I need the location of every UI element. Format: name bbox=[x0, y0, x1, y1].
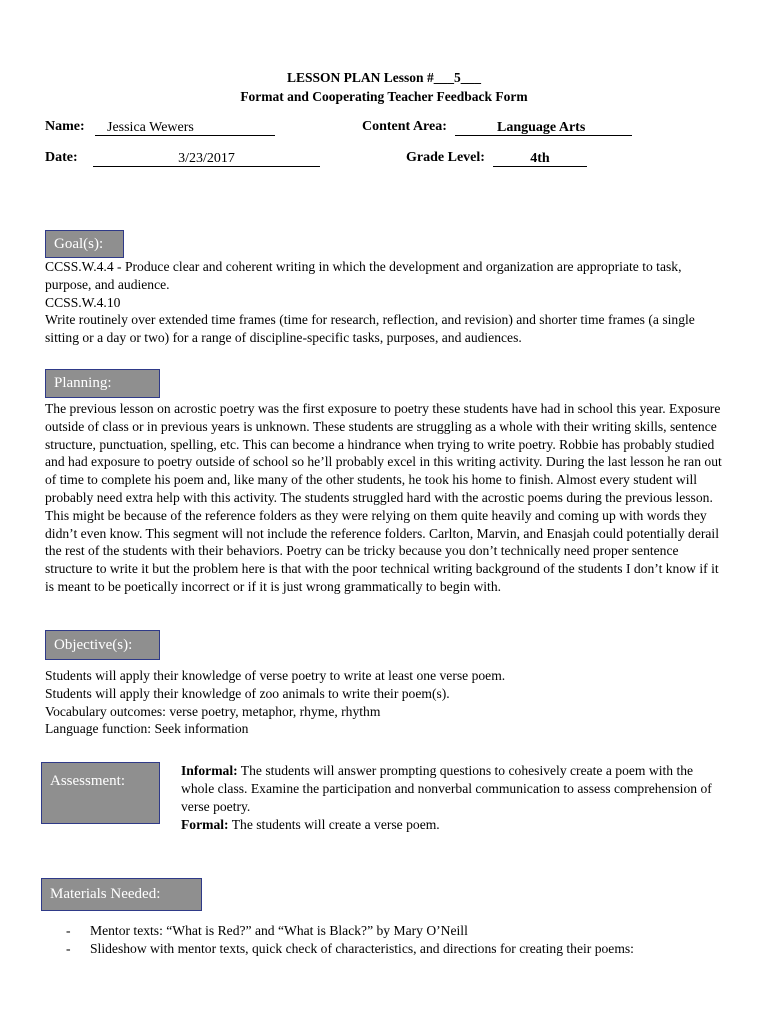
planning-heading bbox=[45, 369, 160, 398]
grade-level-field bbox=[493, 151, 587, 167]
bullet-dash: - bbox=[66, 923, 71, 938]
objective-line: Language function: Seek information bbox=[45, 721, 249, 737]
content-area-field bbox=[455, 120, 632, 136]
objectives-heading-label: Objective(s): bbox=[54, 636, 133, 653]
planning-text bbox=[45, 400, 725, 596]
grade-level-label: Grade Level: bbox=[406, 150, 485, 165]
planning-heading-label: Planning: bbox=[54, 375, 112, 391]
name-field bbox=[95, 120, 275, 136]
name-value: Jessica Wewers bbox=[107, 120, 194, 135]
informal-text: The students will answer prompting questions to cohesively create a poem with the whole class. Examine the participation and nonverbal communication to assess comprehension of verse poetry. bbox=[181, 763, 712, 814]
date-value: 3/23/2017 bbox=[178, 151, 235, 166]
formal-assessment bbox=[181, 816, 721, 834]
formal-label: Formal: bbox=[181, 817, 229, 832]
materials-heading bbox=[41, 878, 202, 911]
informal-assessment bbox=[181, 762, 721, 816]
informal-label: Informal: bbox=[181, 763, 238, 778]
grade-level-value: 4th bbox=[530, 151, 550, 166]
material-item-text: Mentor texts: “What is Red?” and “What is Black?” by Mary O’Neill bbox=[90, 923, 468, 938]
page-title: LESSON PLAN Lesson #___5___ bbox=[287, 70, 481, 85]
planning-paragraph: The previous lesson on acrostic poetry was the first exposure to poetry these students have had in school this year. Exposure outside of class or in previous years is unknown. These students are struggling as a whole with their writing skills, sentence structure, punctuation, spelling, etc. This can become a hindrance when trying to write poetry. Robbie has probably studied and had exposure to poetry outside of school so he’ll probably excel in this writing activity. During the last lesson he ran out of time to complete his poem and, like many of the other students, he took his home to finish. Almost every student will probably need extra help with this activity. The students struggled hard with the acrostic poems during the previous lesson. This might be because of the reference folders as they were relying on them quite heavily and coming up with words they didn’t even know. This segment will not include the reference folders. Carlton, Marvin, and Enasjah could potentially derail the rest of the students with their behaviors. Poetry can be tricky because you don’t technically need proper sentence structure to write it but the problem here is that with the poor technical writing background of the students I don’t know if it is meant to be poetically incorrect or if it is just wrong grammatically to begin with. bbox=[45, 401, 722, 594]
content-area-value: Language Arts bbox=[497, 120, 586, 135]
assessment-heading-label: Assessment: bbox=[50, 773, 125, 789]
list-item bbox=[66, 940, 746, 958]
formal-text: The students will create a verse poem. bbox=[228, 817, 440, 832]
name-label: Name: bbox=[45, 119, 85, 134]
bullet-dash: - bbox=[66, 941, 71, 956]
assessment-heading bbox=[41, 762, 160, 824]
objectives-heading bbox=[45, 630, 160, 660]
goals-heading bbox=[45, 230, 124, 258]
goals-heading-label: Goal(s): bbox=[54, 235, 104, 252]
objective-line: Students will apply their knowledge of zoo animals to write their poem(s). bbox=[45, 685, 450, 701]
goal-line: CCSS.W.4.10 bbox=[45, 294, 121, 310]
list-item bbox=[66, 922, 746, 940]
material-item-text: Slideshow with mentor texts, quick check of characteristics, and directions for creating their poems: bbox=[90, 941, 634, 956]
goal-line: Write routinely over extended time frames (time for research, reflection, and revision) and shorter time frames (a single sitting or a day or two) for a range of discipline-specific tasks, purposes, and audiences. bbox=[45, 312, 695, 346]
assessment-text bbox=[181, 762, 721, 834]
goals-text bbox=[45, 258, 725, 347]
date-label: Date: bbox=[45, 150, 78, 165]
materials-list bbox=[66, 922, 746, 958]
content-area-label: Content Area: bbox=[362, 119, 447, 134]
date-field bbox=[93, 151, 320, 167]
objective-line: Vocabulary outcomes: verse poetry, metaphor, rhyme, rhythm bbox=[45, 703, 381, 719]
goal-line: CCSS.W.4.4 - Produce clear and coherent writing in which the development and organization are appropriate to task, purpose, and audience. bbox=[45, 259, 682, 292]
objective-line: Students will apply their knowledge of verse poetry to write at least one verse poem. bbox=[45, 668, 506, 683]
page-subtitle: Format and Cooperating Teacher Feedback Form bbox=[240, 89, 528, 104]
objectives-text bbox=[45, 667, 725, 738]
materials-heading-label: Materials Needed: bbox=[50, 886, 161, 902]
